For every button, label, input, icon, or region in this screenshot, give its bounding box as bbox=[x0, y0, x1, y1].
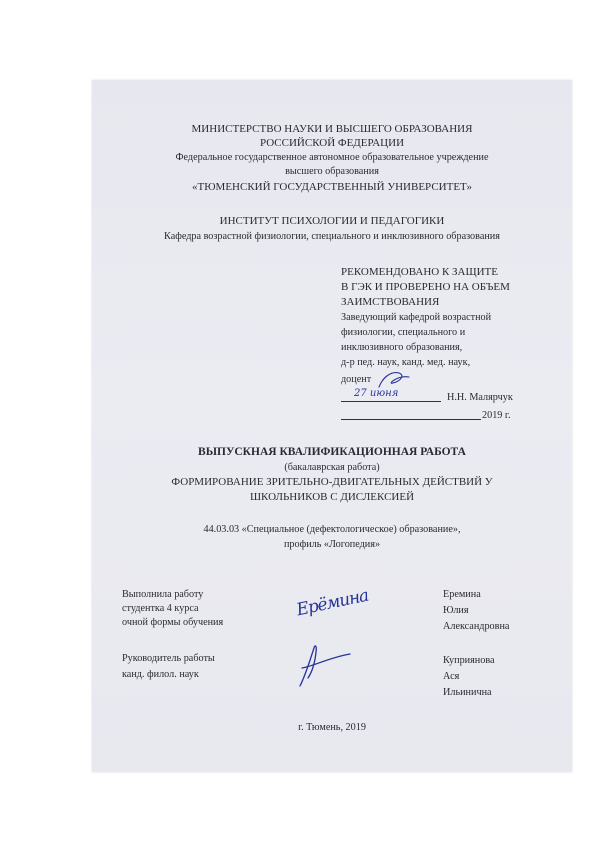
supervisor-first-name: Ася bbox=[443, 671, 460, 682]
signature-line bbox=[341, 401, 441, 402]
university-name: «ТЮМЕНСКИЙ ГОСУДАРСТВЕННЫЙ УНИВЕРСИТЕТ» bbox=[192, 181, 472, 193]
topic-line-2: ШКОЛЬНИКОВ С ДИСЛЕКСИЕЙ bbox=[249, 491, 415, 503]
approval-line-7: д-р пед. наук, канд. мед. наук, bbox=[341, 357, 471, 368]
author-first-name: Юлия bbox=[443, 605, 469, 616]
institution-line-1: Федеральное государственное автономное образовательное учреждение bbox=[175, 152, 489, 163]
ministry-line-1: МИНИСТЕРСТВО НАУКИ И ВЫСШЕГО ОБРАЗОВАНИЯ bbox=[191, 123, 473, 135]
author-label-1: Выполнила работу bbox=[122, 589, 204, 600]
approval-line-8: доцент bbox=[341, 374, 372, 385]
ministry-line-2: РОССИЙСКОЙ ФЕДЕРАЦИИ bbox=[259, 137, 405, 149]
approval-line-6: инклюзивного образования, bbox=[341, 342, 463, 353]
supervisor-label-1: Руководитель работы bbox=[122, 653, 215, 664]
city-year: г. Тюмень, 2019 bbox=[298, 722, 366, 733]
work-type: ВЫПУСКНАЯ КВАЛИФИКАЦИОННАЯ РАБОТА bbox=[198, 446, 466, 458]
institute-name: ИНСТИТУТ ПСИХОЛОГИИ И ПЕДАГОГИКИ bbox=[219, 215, 445, 227]
approval-line-4: Заведующий кафедрой возрастной bbox=[341, 312, 492, 323]
specialty-line-2: профиль «Логопедия» bbox=[283, 539, 381, 550]
supervisor-surname: Куприянова bbox=[443, 655, 495, 666]
supervisor-label-2: канд. филол. наук bbox=[122, 669, 199, 680]
date-line bbox=[341, 419, 481, 420]
topic-line-1: ФОРМИРОВАНИЕ ЗРИТЕЛЬНО-ДВИГАТЕЛЬНЫХ ДЕЙСТВИЙ У bbox=[171, 476, 493, 488]
approval-line-2: В ГЭК И ПРОВЕРЕНО НА ОБЪЕМ bbox=[341, 281, 510, 293]
supervisor-patronymic: Ильинична bbox=[443, 687, 492, 698]
approval-line-5: физиологии, специального и bbox=[341, 327, 466, 338]
approval-year: 2019 г. bbox=[482, 410, 511, 421]
author-surname: Еремина bbox=[443, 589, 481, 600]
author-label-3: очной формы обучения bbox=[122, 617, 224, 628]
author-patronymic: Александровна bbox=[443, 621, 510, 632]
work-subtype: (бакалаврская работа) bbox=[284, 462, 380, 473]
institution-line-2: высшего образования bbox=[285, 166, 379, 177]
author-signature: Ерёмина bbox=[294, 585, 371, 621]
supervisor-signature bbox=[294, 640, 356, 692]
author-label-2: студентка 4 курса bbox=[122, 603, 199, 614]
department-name: Кафедра возрастной физиологии, специального и инклюзивного образования bbox=[164, 231, 500, 242]
approval-line-1: РЕКОМЕНДОВАНО К ЗАЩИТЕ bbox=[341, 266, 498, 278]
handwritten-date: 27 июня bbox=[354, 388, 399, 399]
approval-line-3: ЗАИМСТВОВАНИЯ bbox=[341, 296, 440, 308]
approval-signer: Н.Н. Малярчук bbox=[447, 392, 513, 403]
document-page bbox=[92, 80, 572, 772]
specialty-line-1: 44.03.03 «Специальное (дефектологическое) образование», bbox=[203, 524, 461, 535]
